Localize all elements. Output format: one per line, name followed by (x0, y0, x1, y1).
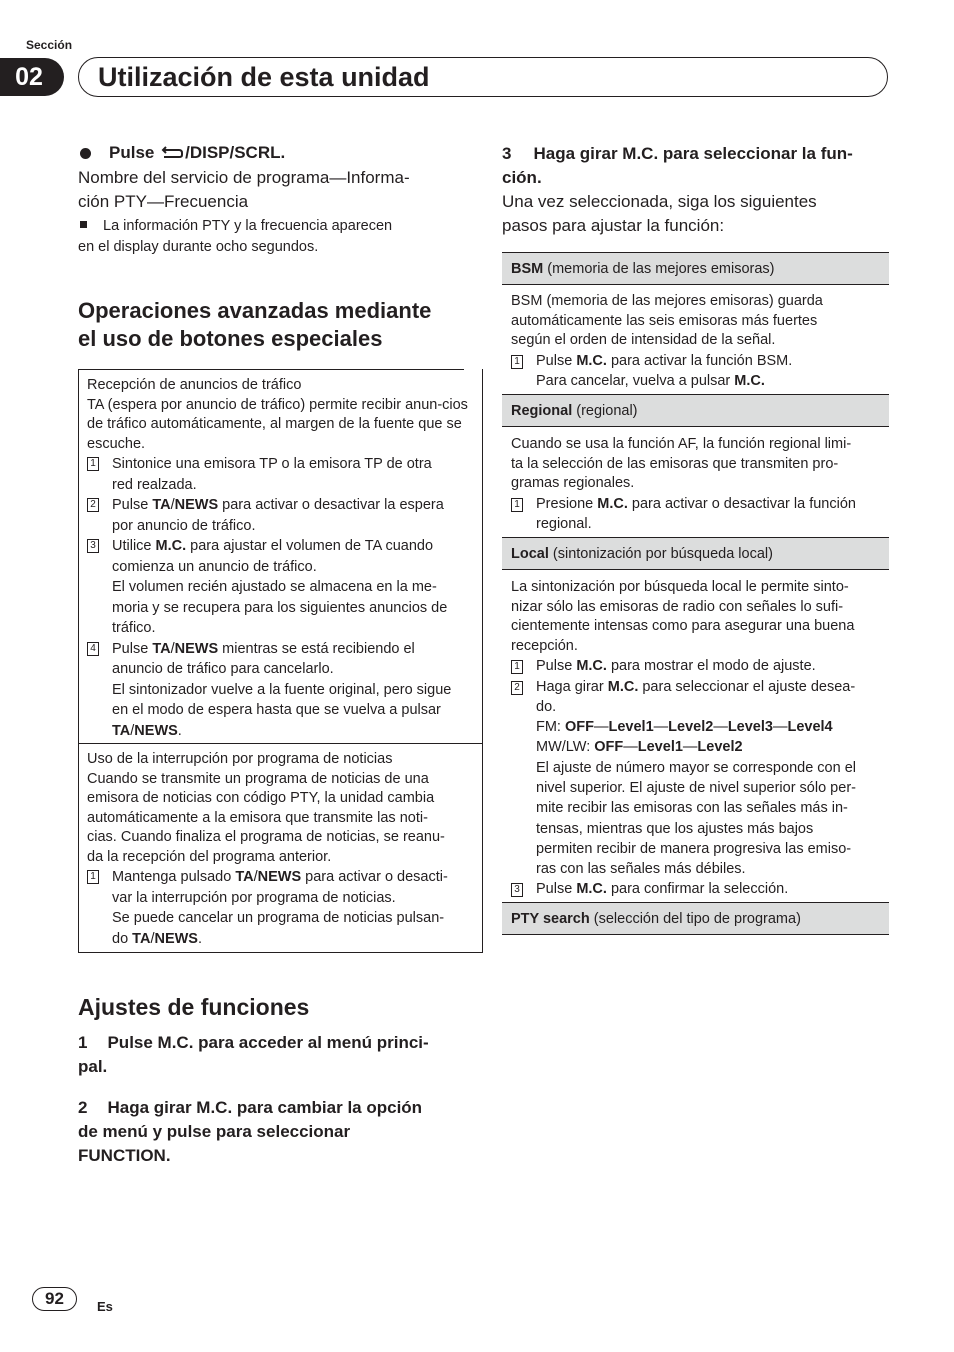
desc-line: Una vez seleccionada, siga los siguientes (502, 192, 817, 211)
step-text: Pulse (112, 497, 153, 513)
step-line: mite recibir las emisoras con las señales más in- (536, 800, 848, 817)
step-number: 3 (511, 883, 523, 897)
regional-desc: (regional) (572, 403, 638, 419)
body-line: Cuando se usa la función AF, la función regional limi- (511, 436, 852, 452)
heading-line: el uso de botones especiales (78, 326, 383, 351)
step-text: Pulse (536, 881, 577, 898)
step-text: para ajustar el volumen de TA cuando (186, 538, 434, 554)
step-number: 3 (87, 539, 99, 553)
page-number: 92 (32, 1287, 77, 1311)
pty-search-header (502, 902, 889, 935)
step-line: Haga girar M.C. para cambiar la opción (107, 1098, 423, 1117)
level-value: Level4 (787, 719, 833, 736)
level-dash: — (653, 719, 669, 736)
step-line: El volumen recién ajustado se almacena en la me- (112, 579, 437, 595)
level-dash: — (713, 719, 728, 736)
step-text: para confirmar la selección. (606, 881, 789, 898)
page-title: Utilización de esta unidad (98, 62, 430, 92)
level-value: OFF (565, 719, 594, 736)
fm-levels (536, 717, 880, 737)
step-text: . (197, 930, 202, 947)
level-dash: — (594, 719, 609, 736)
step-text: Presione (536, 495, 598, 512)
step-text: Pulse (536, 658, 577, 674)
pulse-label: Pulse (109, 143, 155, 162)
step-line: anuncio de tráfico para cancelarlo. (112, 661, 334, 677)
pulse-desc-line: ción PTY—Frecuencia (78, 192, 249, 211)
language-code: Es (97, 1299, 113, 1314)
key-mc: M.C. (576, 881, 607, 898)
key-separator: / (253, 869, 258, 885)
level-value: Level2 (668, 719, 714, 736)
step-text: para activar o desactivar la espera (218, 497, 444, 513)
step-line: tráfico. (112, 620, 156, 636)
pulse-desc-line: Nombre del servicio de programa—Informa- (78, 168, 410, 187)
key-ta: TA (152, 497, 171, 513)
step-line: Sintonice una emisora TP o la emisora TP de otra (112, 456, 432, 472)
step-line: FUNCTION. (78, 1146, 171, 1165)
level-value: Level1 (608, 719, 654, 736)
ta-cell (87, 376, 473, 741)
step-number: 1 (511, 660, 523, 674)
step-num: 1 (78, 1033, 88, 1052)
step-num: 3 (502, 144, 512, 163)
step-number: 2 (87, 498, 99, 512)
step-line: do. (536, 698, 557, 715)
step-number: 1 (87, 870, 99, 884)
note-line: La información PTY y la frecuencia aparecen (103, 218, 393, 234)
pulse-key: /DISP/SCRL. (185, 143, 286, 162)
ta-title: Recepción de anuncios de tráfico (87, 377, 302, 393)
mw-label: MW/LW: (536, 739, 595, 756)
bsm-key: BSM (511, 261, 544, 277)
key-mc: M.C. (576, 658, 607, 674)
regional-header (502, 394, 889, 427)
step-text: . (177, 722, 182, 739)
step-text: para activar o desacti- (301, 869, 448, 885)
news-intro-line: da la recepción del programa anterior. (87, 848, 332, 865)
local-body (502, 570, 889, 906)
news-intro-line: Cuando se transmite un programa de noticias de una (87, 770, 429, 787)
body-line: nizar sólo las emisoras de radio con señales lo sufi- (511, 598, 844, 615)
body-line: BSM (memoria de las mejores emisoras) guarda (511, 293, 823, 309)
heading-line: Operaciones avanzadas mediante (78, 298, 432, 323)
key-news: NEWS (154, 930, 198, 947)
return-arrow-icon (161, 145, 185, 159)
fm-label: FM: (536, 719, 565, 736)
step-text: Utilice (112, 538, 156, 554)
note-line: en el display durante ocho segundos. (78, 238, 319, 255)
step-3 (502, 142, 892, 190)
bsm-body (502, 285, 889, 398)
step-number: 1 (511, 498, 523, 512)
key-news: NEWS (134, 722, 178, 739)
step-line: ción. (502, 168, 542, 187)
step-line: por anuncio de tráfico. (112, 517, 256, 534)
level-value: Level2 (697, 739, 743, 756)
pty-note (80, 216, 480, 257)
key-mc: M.C. (576, 352, 607, 369)
step-line: El ajuste de número mayor se corresponde con el (536, 759, 856, 776)
step-text: Pulse (536, 352, 577, 369)
step-text: Para cancelar, vuelva a pulsar (536, 373, 735, 389)
body-line: cientemente intensas como para asegurar una buena (511, 618, 855, 634)
key-ta: TA (112, 722, 131, 739)
news-title: Uso de la interrupción por programa de noticias (87, 751, 393, 767)
step-line: Haga girar M.C. para seleccionar la fun- (533, 144, 853, 163)
section-label: Sección (26, 38, 73, 52)
level-dash: — (623, 739, 638, 756)
key-news: NEWS (257, 869, 302, 885)
step-1 (78, 1031, 478, 1079)
step-line: red realzada. (112, 476, 197, 493)
mw-levels (536, 737, 880, 757)
level-value: Level1 (637, 739, 683, 756)
step-number: 1 (87, 457, 99, 471)
step-line: var la interrupción por programa de noticias. (112, 889, 396, 906)
step-text: para seleccionar el ajuste desea- (638, 678, 856, 695)
step-2 (78, 1096, 478, 1168)
key-mc: M.C. (734, 373, 765, 389)
step-line: ras con las señales más débiles. (536, 861, 746, 878)
step-number: 1 (511, 355, 523, 369)
step-line: Se puede cancelar un programa de noticias pulsan- (112, 910, 445, 926)
level-value: Level3 (727, 719, 773, 736)
body-line: según el orden de intensidad de la señal. (511, 332, 776, 348)
step-text: para activar la función BSM. (606, 352, 793, 369)
step-line: comienza un anuncio de tráfico. (112, 558, 317, 575)
step-line: regional. (536, 516, 592, 532)
step-line: nivel superior. El ajuste de nivel superior sólo per- (536, 779, 856, 796)
desc-line: pasos para ajustar la función: (502, 216, 725, 235)
bullet-icon (80, 148, 91, 159)
section-heading-advanced (78, 297, 478, 353)
step-number: 2 (511, 681, 523, 695)
key-news: NEWS (174, 497, 219, 513)
key-mc: M.C. (155, 538, 187, 554)
body-line: automáticamente las seis emisoras más fuertes (511, 312, 818, 329)
key-ta: TA (152, 640, 171, 657)
news-intro-line: automáticamente a la emisora que transmite las noti- (87, 809, 428, 826)
step-text: mientras se está recibiendo el (218, 640, 415, 657)
key-mc: M.C. (607, 678, 639, 695)
step-line: Pulse M.C. para acceder al menú princi- (107, 1033, 429, 1052)
pulse-instruction (109, 141, 285, 165)
step-line: en el modo de espera hasta que se vuelva a pulsar (112, 702, 441, 718)
level-value: OFF (594, 739, 624, 756)
key-separator: / (170, 640, 175, 657)
body-line: recepción. (511, 637, 578, 654)
step-num: 2 (78, 1098, 88, 1117)
step-line: moria y se recupera para los siguientes anuncios de (112, 599, 448, 616)
step-text: Haga girar (536, 678, 608, 695)
step-line: permiten recibir de manera progresiva las emiso- (536, 840, 852, 857)
news-intro-line: cias. Cuando finaliza el programa de noticias, se reanu- (87, 829, 445, 845)
key-news: NEWS (174, 640, 219, 657)
section-heading-ajustes: Ajustes de funciones (78, 994, 310, 1020)
news-intro-line: emisora de noticias con código PTY, la unidad cambia (87, 790, 435, 806)
step-text: para activar o desactivar la función (627, 495, 856, 512)
step-text: do (112, 930, 133, 947)
bsm-desc: (memoria de las mejores emisoras) (543, 261, 775, 277)
step-number: 4 (87, 642, 99, 656)
step-text: Pulse (112, 640, 153, 657)
regional-body (502, 427, 889, 541)
step-3-description (502, 190, 892, 238)
key-separator: / (150, 930, 155, 947)
key-ta: TA (132, 930, 151, 947)
step-line: de menú y pulse para seleccionar (78, 1122, 351, 1141)
key-separator: / (170, 497, 175, 513)
key-mc: M.C. (597, 495, 628, 512)
pulse-description (78, 166, 468, 214)
section-number-badge: 02 (0, 58, 64, 96)
body-line: ta la selección de las emisoras que transmiten pro- (511, 455, 839, 472)
local-key: Local (511, 546, 549, 562)
pty-desc: (selección del tipo de programa) (589, 911, 801, 927)
table-row-divider (78, 743, 483, 744)
pty-key: PTY search (511, 911, 590, 927)
level-dash: — (772, 719, 788, 736)
step-line: El sintonizador vuelve a la fuente original, pero sigue (112, 681, 452, 698)
body-line: gramas regionales. (511, 475, 635, 491)
local-header (502, 537, 889, 570)
local-desc: (sintonización por búsqueda local) (548, 546, 773, 562)
step-text: Mantenga pulsado (112, 869, 236, 885)
bsm-header (502, 252, 889, 285)
body-line: La sintonización por búsqueda local le permite sinto- (511, 579, 849, 595)
key-ta: TA (235, 869, 254, 885)
step-line: pal. (78, 1057, 108, 1076)
news-cell (87, 750, 473, 949)
square-bullet-icon (80, 221, 87, 228)
key-separator: / (130, 722, 135, 739)
level-dash: — (682, 739, 698, 756)
step-line: tensas, mientras que los ajustes más bajos (536, 820, 814, 837)
regional-key: Regional (511, 403, 573, 419)
ta-intro: TA (espera por anuncio de tráfico) permite recibir anun-cios de tráfico automáticamente, al margen de la fuente que se escuche. (87, 396, 468, 452)
step-text: para mostrar el modo de ajuste. (606, 658, 816, 674)
